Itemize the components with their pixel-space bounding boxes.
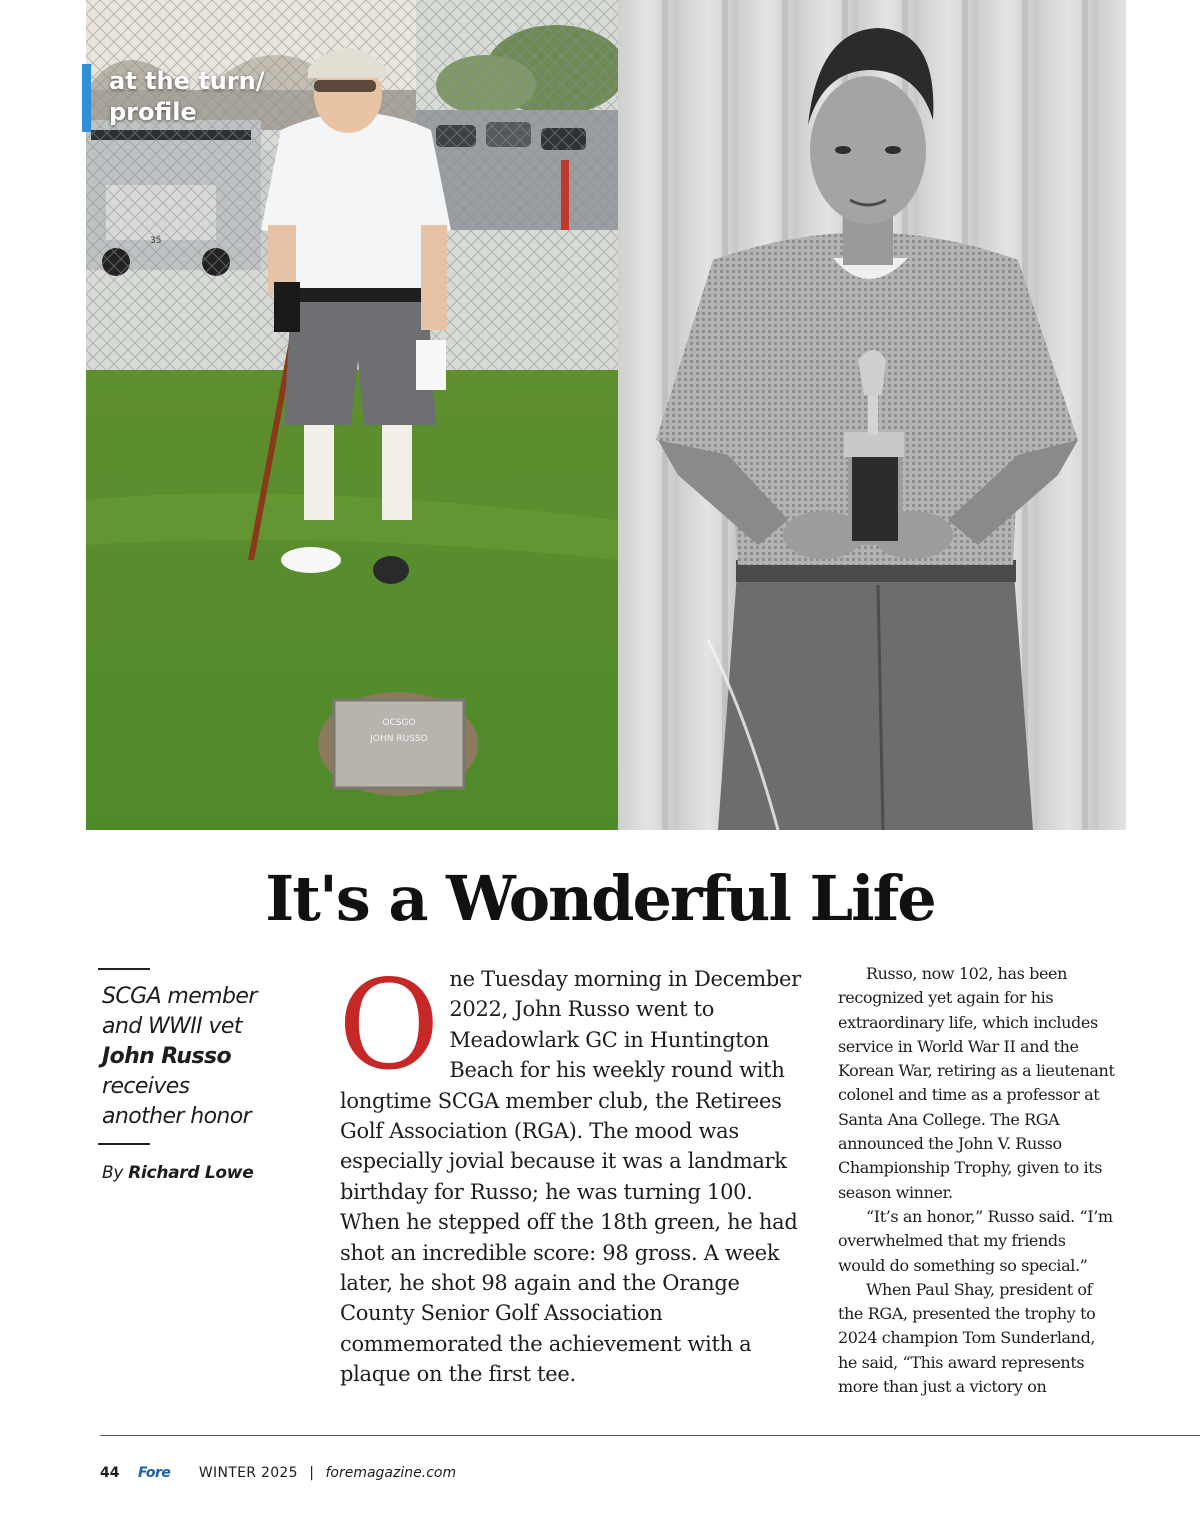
footer-rule xyxy=(100,1435,1200,1436)
side-paragraph-3: When Paul Shay, president of the RGA, presented the trophy to 2024 champion Tom Sunderland, he said, “This award represents more than just a victory on xyxy=(838,1279,1096,1397)
article-side-column xyxy=(838,962,1116,1399)
side-paragraph-2: “It’s an honor,” Russo said. “I’m overwhelmed that my friends would do something so special.” xyxy=(838,1206,1113,1275)
deck-rule-top xyxy=(98,968,150,970)
section-tag-line-2: profile xyxy=(109,98,197,126)
section-tag-line-1: at the turn/ xyxy=(109,67,265,95)
article-lead-column xyxy=(338,954,810,1390)
byline-prefix: By xyxy=(102,1163,124,1183)
side-paragraph-1: Russo, now 102, has been recognized yet again for his extraordinary life, which includes service in World War II and the Korean War, retiring as a lieutenant colonel and time as a professor at Santa Ana College. The RGA announced the John V. Russo Championship Trophy, given to its season winner. xyxy=(838,964,1115,1202)
section-tag xyxy=(82,64,264,132)
byline-author: Richard Lowe xyxy=(128,1163,254,1183)
drop-cap: O xyxy=(338,954,440,1098)
magazine-logo: Fore xyxy=(137,1465,171,1481)
deck-rule-bottom xyxy=(98,1143,150,1145)
plaque-line-2: JOHN RUSSO xyxy=(370,734,428,744)
page-footer xyxy=(100,1465,456,1481)
photo-russo-vintage-trophy xyxy=(618,0,1126,830)
byline xyxy=(102,1163,253,1183)
headline: It's a Wonderful Life xyxy=(265,862,935,935)
deck-line-4: receives xyxy=(102,1074,190,1099)
deck-subject-name: John Russo xyxy=(102,1044,231,1069)
website-url: foremagazine.com xyxy=(325,1465,457,1481)
deck xyxy=(102,982,302,1132)
footer-separator: | xyxy=(309,1465,315,1481)
page-number: 44 xyxy=(100,1465,120,1481)
plaque-line-1: OCSGO xyxy=(382,718,416,728)
article-lead-paragraph xyxy=(338,954,810,1390)
issue-label: WINTER 2025 xyxy=(198,1465,298,1481)
deck-line-5: another honor xyxy=(102,1104,252,1129)
deck-line-1: SCGA member xyxy=(102,984,257,1009)
photo-russo-vintage-art xyxy=(618,0,1126,830)
article-lead-text: ne Tuesday morning in December 2022, John Russo went to Meadowlark GC in Huntington Beach for his weekly round with longtime SCGA member club, the Retirees Golf Association (RGA). The mood was especially jovial because it was a landmark birthday for Russo; he was turning 100. When he stepped off the 18th green, he had shot an incredible score: 98 gross. A week later, he shot 98 again and the Orange County Senior Golf Association commemorated the achievement with a plaque on the first tee. xyxy=(340,967,801,1387)
deck-line-2: and WWII vet xyxy=(102,1014,242,1039)
